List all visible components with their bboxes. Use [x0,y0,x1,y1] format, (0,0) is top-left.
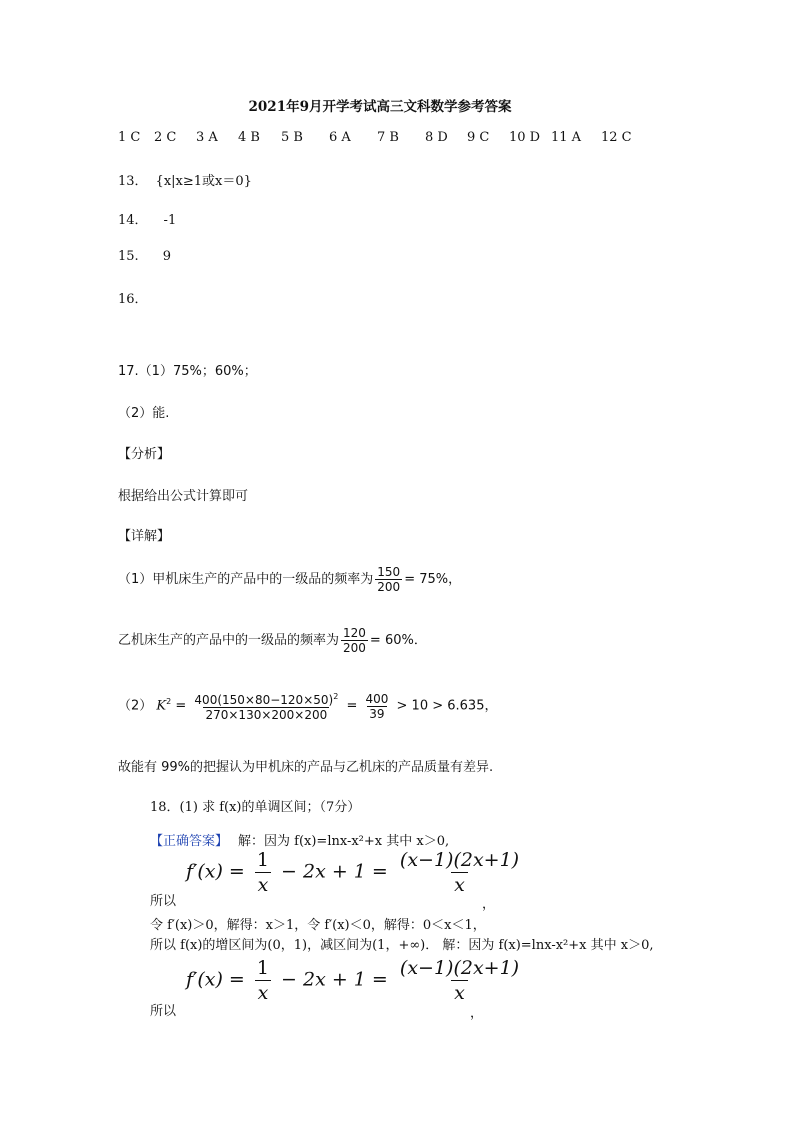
answer-3: 3 A [196,130,218,145]
freq-b-text: 乙机床生产的产品中的一级品的频率为 [118,633,340,648]
freq-b-fraction [341,626,368,655]
deriv2-mid: − 2x + 1 = [281,968,388,991]
monotonic-intervals: 所以 f(x)的增区间为(0，1)，减区间为(1，+∞)． 解：因为 f(x)=lnx-x²+x 其中 x＞0, [150,938,654,953]
k-fraction [192,690,340,722]
comma-2: ， [470,1006,484,1021]
answer-14-num: 14． [118,213,148,228]
deriv2-lhs: f′(x) = [186,968,245,991]
answer-17-line2: （2）能. [118,406,170,421]
k-superscript: 2 [166,697,172,707]
k-numerator [192,690,340,707]
deriv2-frac-2 [397,956,522,1005]
answer-13-text: {x|x≥1或x＝0} [155,174,252,189]
k-value-num: 400 [365,691,389,706]
answer-1: 1 C [118,130,141,145]
conclusion-text: 故能有 99%的把握认为甲机床的产品与乙机床的产品质量有差异. [118,760,494,775]
answer-17-line1: 17.（1）75%；60%； [118,364,257,379]
analysis-heading: 【分析】 [118,447,171,462]
deriv2-frac-2-num: (x−1)(2x+1) [399,957,520,979]
solution-intro: 解：因为 f(x)=lnx-x²+x 其中 x＞0, [238,834,450,849]
k-num-text: 400(150×80−120×50) [194,693,334,707]
freq-machine-a [118,565,461,594]
deriv2-frac-1 [254,956,272,1005]
answer-15 [118,249,171,264]
k-square-formula [118,690,497,722]
sign-analysis: 令 f′(x)＞0，解得：x＞1，令 f′(x)＜0，解得：0＜x＜1， [150,918,486,933]
k-equals: = [175,698,187,714]
answer-15-text: 9 [162,249,171,264]
analysis-text: 根据给出公式计算即可 [118,489,249,504]
deriv2-frac-1-den: x [255,980,272,1005]
derivative-formula-1 [186,848,525,897]
answer-11: 11 A [551,130,582,145]
deriv-frac-1-den: x [255,872,272,897]
answer-13 [118,170,252,189]
freq-a-text: （1）甲机床生产的产品中的一级品的频率为 [118,572,374,587]
answer-10: 10 D [509,130,541,145]
k-denominator: 270×130×200×200 [205,708,328,722]
answer-14-text: -1 [163,213,177,228]
freq-b-den: 200 [343,641,366,655]
derivative-formula-2 [186,956,525,1005]
freq-b-num: 120 [343,626,366,640]
freq-b-result: = 60%． [369,633,427,648]
freq-a-fraction [375,565,402,594]
k-symbol: K [156,698,167,714]
so-label-2: 所以 [150,1004,177,1019]
freq-a-num: 150 [377,565,401,579]
answer-9: 9 C [467,130,490,145]
page-title: 2021年9月开学考试高三文科数学参考答案 [248,99,512,115]
answer-2: 2 C [154,130,177,145]
solution-intro-line [150,830,449,849]
k-num-superscript: 2 [333,692,339,701]
deriv2-frac-2-den: x [451,980,468,1005]
k-tail: > 10 > 6.635， [396,698,498,714]
answer-16-num: 16． [118,292,148,307]
freq-a-den: 200 [377,580,401,594]
deriv2-frac-1-num: 1 [256,957,269,979]
detail-heading: 【详解】 [118,529,171,544]
answer-key-row [118,130,641,145]
question-18-heading: 18．(1) 求 f(x)的单调区间；（7分） [150,800,361,815]
deriv-frac-2 [397,848,522,897]
answer-14 [118,209,176,228]
answer-13-num: 13． [118,174,148,189]
answer-8: 8 D [425,130,448,145]
correct-answer-tag: 【正确答案】 [150,834,229,849]
deriv-mid: − 2x + 1 = [281,860,388,883]
deriv-lhs: f′(x) = [186,860,245,883]
deriv-frac-1 [254,848,272,897]
answer-4: 4 B [238,130,260,145]
k-prefix: （2） [118,698,153,714]
answer-7: 7 B [377,130,399,145]
answer-15-num: 15. [118,249,139,264]
so-label-1: 所以 [150,894,177,909]
answer-6: 6 A [329,130,351,145]
k-equals-2: = [346,698,358,714]
freq-a-result: = 75%， [404,572,462,587]
k-value-den: 39 [369,706,385,721]
deriv-frac-2-den: x [451,872,468,897]
k-value-fraction [363,692,390,721]
deriv-frac-2-num: (x−1)(2x+1) [399,849,520,871]
freq-machine-b [118,626,427,655]
answer-12: 12 C [601,130,632,145]
comma-1: ， [482,897,496,912]
answer-5: 5 B [281,130,303,145]
deriv-frac-1-num: 1 [256,849,269,871]
